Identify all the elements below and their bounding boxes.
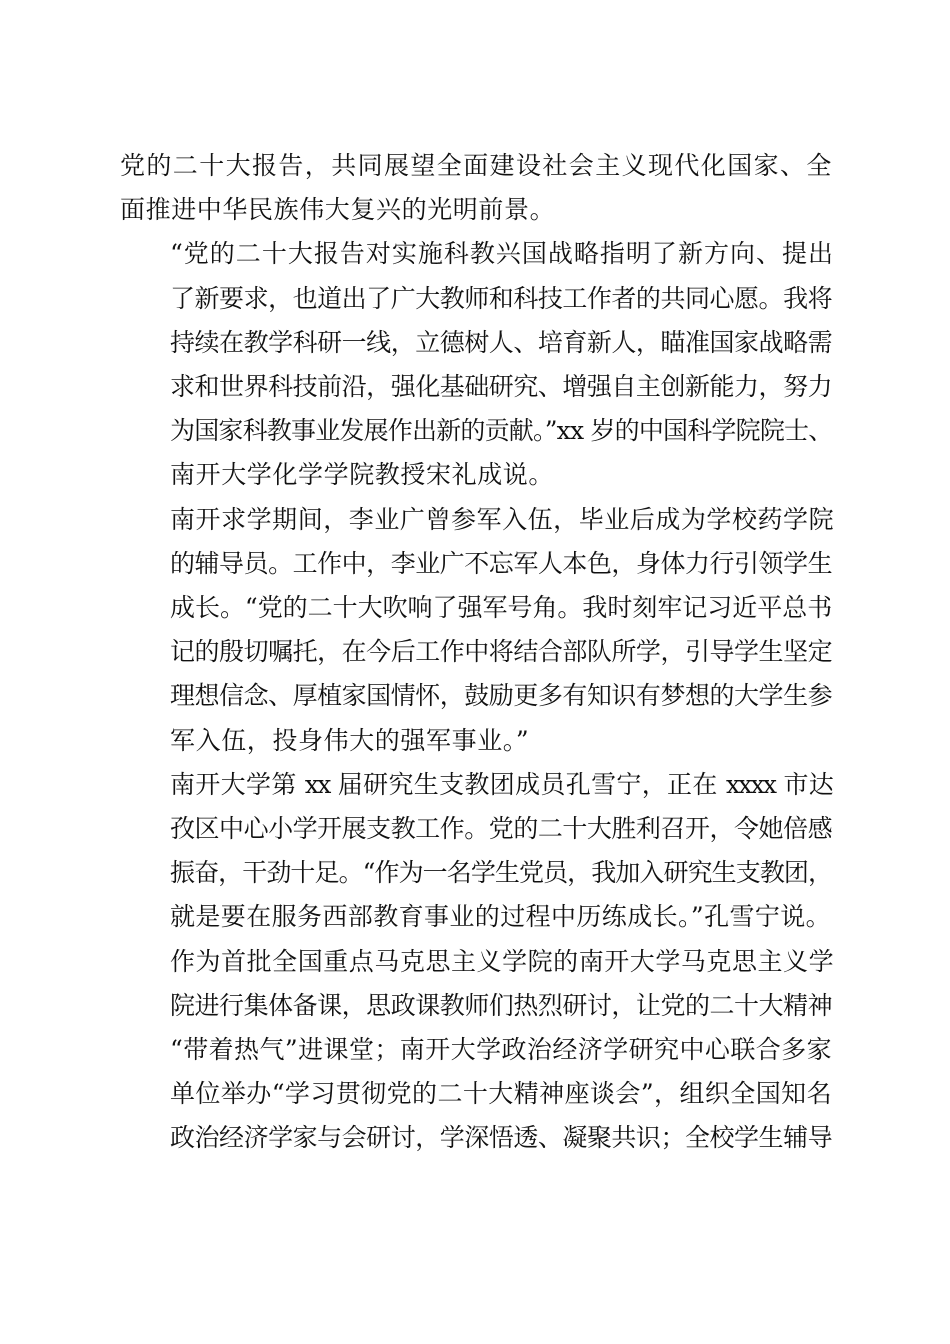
paragraph-1 <box>120 144 832 232</box>
text-line: 军入伍，投身伟大的强军事业。” <box>170 725 530 755</box>
paragraph-4 <box>120 763 832 940</box>
text-line: 为国家科教事业发展作出新的贡献。”xx 岁的中国科学院院士、 <box>170 416 833 446</box>
text-line: 作为首批全国重点马克思主义学院的南开大学马克思主义学 <box>170 946 832 976</box>
document-body <box>120 144 832 1161</box>
text-line: 持续在教学科研一线，立德树人、培育新人，瞄准国家战略需 <box>170 327 832 357</box>
text-line: “党的二十大报告对实施科教兴国战略指明了新方向、提出 <box>170 239 832 269</box>
text-line: 求和世界科技前沿，强化基础研究、增强自主创新能力，努力 <box>170 372 832 402</box>
paragraph-5 <box>120 940 832 1161</box>
text-line: 振奋，干劲十足。“作为一名学生党员，我加入研究生支教团， <box>170 858 832 888</box>
text-line: 记的殷切嘱托，在今后工作中将结合部队所学，引导学生坚定 <box>170 637 832 667</box>
text-line: 的辅导员。工作中，李业广不忘军人本色，身体力行引领学生 <box>170 548 832 578</box>
text-line: 政治经济学家与会研讨，学深悟透、凝聚共识；全校学生辅导 <box>170 1123 832 1153</box>
paragraph-2 <box>120 232 832 497</box>
paragraph-3 <box>120 498 832 763</box>
text-line: 了新要求，也道出了广大教师和科技工作者的共同心愿。我将 <box>170 283 832 313</box>
text-line: 就是要在服务西部教育事业的过程中历练成长。”孔雪宁说。 <box>170 902 832 932</box>
text-line: 单位举办“学习贯彻党的二十大精神座谈会”，组织全国知名 <box>170 1079 832 1109</box>
text-line: 面推进中华民族伟大复兴的光明前景。 <box>120 195 556 225</box>
text-line: 南开大学化学学院教授宋礼成说。 <box>170 460 555 490</box>
text-line: 南开求学期间，李业广曾参军入伍，毕业后成为学校药学院 <box>170 504 832 534</box>
text-line: 成长。“党的二十大吹响了强军号角。我时刻牢记习近平总书 <box>170 593 832 623</box>
text-line: 孜区中心小学开展支教工作。党的二十大胜利召开，令她倍感 <box>170 814 832 844</box>
text-line: 院进行集体备课，思政课教师们热烈研讨，让党的二十大精神 <box>170 990 832 1020</box>
text-line: 南开大学第 xx 届研究生支教团成员孔雪宁，正在 xxxx 市达 <box>170 769 832 799</box>
text-line: 理想信念、厚植家国情怀，鼓励更多有知识有梦想的大学生参 <box>170 681 832 711</box>
text-line: “带着热气”进课堂；南开大学政治经济学研究中心联合多家 <box>170 1035 832 1065</box>
text-line: 党的二十大报告，共同展望全面建设社会主义现代化国家、全 <box>120 151 832 180</box>
